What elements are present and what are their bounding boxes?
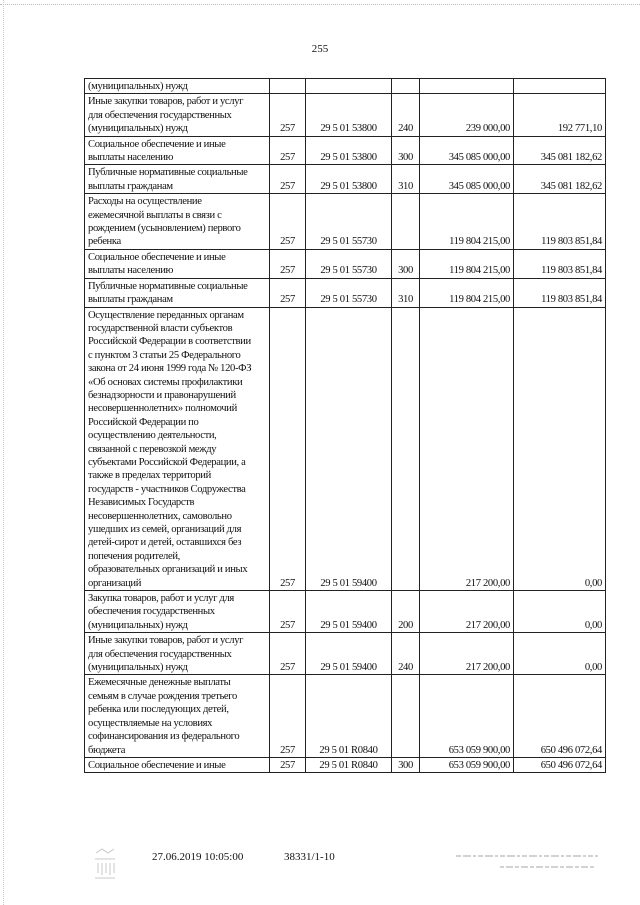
cell-chapter-code [270,307,306,591]
cell-description-text: (муниципальных) нужд [88,81,188,92]
cell-target-article-text: 29 5 01 R0840 [319,759,378,771]
cell-executed-amount [514,591,606,633]
table-row [85,165,606,194]
cell-description-text: Иные закупки товаров, работ и услуг для обеспечения государственных (муниципальных) нужд [88,96,244,135]
cell-chapter-code-text: 257 [280,236,295,248]
cell-executed-amount-text: 192 771,10 [557,123,602,135]
cell-expense-type [392,307,420,591]
cell-target-article-text: 29 5 01 R0840 [319,744,378,756]
cell-planned-amount [420,633,514,675]
cell-planned-amount [420,194,514,250]
cell-description [85,136,270,165]
cell-planned-amount-text: 119 804 215,00 [449,265,510,277]
cell-chapter-code-text: 257 [280,294,295,306]
cell-expense-type [392,94,420,136]
cell-chapter-code-text: 257 [280,744,295,756]
cell-target-article-text: 29 5 01 59400 [320,619,377,631]
cell-chapter-code-text: 257 [280,123,295,135]
cell-executed-amount [514,79,606,94]
cell-expense-type [392,194,420,250]
budget-table-body [85,79,606,773]
cell-chapter-code-text: 257 [280,662,295,674]
cell-planned-amount [420,757,514,772]
cell-expense-type [392,165,420,194]
table-row [85,79,606,94]
footer-document-number: 38331/1-10 [284,851,335,863]
table-row [85,675,606,757]
cell-planned-amount-text: 345 085 000,00 [448,152,510,164]
cell-description [85,194,270,250]
cell-chapter-code-text: 257 [280,759,295,771]
cell-executed-amount-text: 650 496 072,64 [540,744,602,756]
cell-target-article-text: 29 5 01 59400 [320,577,377,589]
cell-expense-type-text: 200 [398,619,413,631]
cell-description [85,79,270,94]
cell-description-text: Публичные нормативные социальные выплаты гражданам [88,280,248,306]
cell-planned-amount-text: 217 200,00 [465,662,510,674]
cell-executed-amount [514,278,606,307]
cell-description-text: Закупка товаров, работ и услуг для обеспечения государственных (муниципальных) нужд [88,593,234,631]
cell-planned-amount [420,79,514,94]
cell-executed-amount [514,165,606,194]
cell-chapter-code [270,94,306,136]
scan-left-rule [3,0,5,905]
cell-executed-amount-text: 345 081 182,62 [540,180,602,192]
cell-target-article-text: 29 5 01 55730 [320,265,377,277]
cell-target-article [306,307,392,591]
cell-executed-amount-text: 119 803 851,84 [541,265,602,277]
cell-expense-type [392,757,420,772]
table-row [85,94,606,136]
scan-header-rule [0,4,640,7]
page-number: 255 [311,43,329,55]
cell-chapter-code [270,79,306,94]
cell-description [85,94,270,136]
cell-description-text: Социальное обеспечение и иные выплаты населению [88,251,226,277]
cell-target-article [306,591,392,633]
cell-target-article [306,136,392,165]
cell-expense-type-text: 310 [398,180,413,192]
cell-executed-amount [514,757,606,772]
table-row [85,757,606,772]
table-row [85,633,606,675]
cell-description [85,757,270,772]
cell-description-text: Расходы на осуществление ежемесячной выплаты в связи с рождением (усыновлением) первого ребенка [88,196,241,248]
cell-executed-amount [514,136,606,165]
cell-target-article [306,633,392,675]
cell-expense-type-text: 240 [398,662,413,674]
cell-target-article-text: 29 5 01 59400 [320,662,377,674]
cell-description [85,165,270,194]
cell-expense-type [392,591,420,633]
cell-planned-amount [420,136,514,165]
cell-executed-amount-text: 119 803 851,84 [541,236,602,248]
electronic-signature-stamp [452,849,602,875]
cell-target-article-text: 29 5 01 55730 [320,294,377,306]
cell-expense-type-text: 300 [398,152,413,164]
cell-target-article [306,165,392,194]
cell-target-article [306,675,392,757]
cell-planned-amount-text: 119 804 215,00 [449,236,510,248]
cell-chapter-code [270,194,306,250]
cell-description [85,249,270,278]
cell-expense-type [392,675,420,757]
cell-description [85,307,270,591]
cell-chapter-code [270,249,306,278]
cell-expense-type [392,79,420,94]
cell-chapter-code [270,675,306,757]
cell-expense-type-text: 310 [398,294,413,306]
cell-target-article [306,278,392,307]
cell-description-text: Иные закупки товаров, работ и услуг для обеспечения государственных (муниципальных) нужд [88,635,244,674]
budget-table [84,78,606,773]
cell-planned-amount-text: 239 000,00 [465,123,510,135]
cell-planned-amount [420,591,514,633]
cell-expense-type [392,633,420,675]
cell-executed-amount [514,675,606,757]
cell-chapter-code-text: 257 [280,577,295,589]
table-row [85,307,606,591]
cell-description [85,591,270,633]
cell-planned-amount [420,675,514,757]
cell-planned-amount [420,307,514,591]
cell-executed-amount [514,307,606,591]
cell-chapter-code-text: 257 [280,180,295,192]
cell-chapter-code [270,278,306,307]
cell-expense-type-text: 300 [398,265,413,277]
cell-description-text: Публичные нормативные социальные выплаты гражданам [88,167,248,192]
cell-expense-type-text: 240 [398,123,413,135]
cell-chapter-code-text: 257 [280,152,295,164]
cell-expense-type-text: 300 [398,759,413,771]
cell-expense-type [392,249,420,278]
cell-description [85,278,270,307]
cell-description-text: Социальное обеспечение и иные [88,759,226,771]
cell-description-text: Социальное обеспечение и иные выплаты населению [88,138,226,164]
cell-target-article [306,757,392,772]
cell-target-article-text: 29 5 01 53800 [320,152,377,164]
cell-expense-type [392,278,420,307]
cell-planned-amount-text: 653 059 900,00 [448,759,510,771]
cell-chapter-code [270,165,306,194]
cell-planned-amount [420,278,514,307]
cell-planned-amount [420,94,514,136]
cell-executed-amount [514,249,606,278]
cell-executed-amount [514,94,606,136]
cell-target-article [306,249,392,278]
cell-planned-amount-text: 217 200,00 [465,619,510,631]
cell-executed-amount [514,194,606,250]
cell-executed-amount [514,633,606,675]
cell-target-article-text: 29 5 01 53800 [320,123,377,135]
cell-planned-amount-text: 345 085 000,00 [448,180,510,192]
footer-datetime: 27.06.2019 10:05:00 [152,851,244,863]
cell-chapter-code-text: 257 [280,265,295,277]
page-footer [0,851,640,891]
cell-executed-amount-text: 0,00 [584,577,602,589]
cell-planned-amount [420,165,514,194]
cell-description-text: Осуществление переданных органам государственной власти субъектов Российской Федерации в соответствии с пунктом 3 статьи 25 Федерального закона от 24 июня 1999 года № 120-ФЗ «Об основах системы профилактики безнадзорности и правонарушений несовершеннолетних» полномочий Российской Федерации по осуществлению деятельности, связанной с перевозкой между субъектами Российской Федерации, а также в пределах территорий государств - участников Содружества Независимых Государств несовершеннолетних, самовольно ушедших из семей, организаций для детей-сирот и детей, оставшихся без попечения родителей, образовательных организаций и иных организаций [88,309,252,589]
cell-chapter-code-text: 257 [280,619,295,631]
table-row [85,136,606,165]
cell-description [85,675,270,757]
cell-chapter-code [270,757,306,772]
cell-planned-amount-text: 119 804 215,00 [449,294,510,306]
cell-description-text: Ежемесячные денежные выплаты семьям в случае рождения третьего ребенка или последующих детей, осуществляемые на условиях софинансирования из федерального бюджета [88,677,240,756]
cell-executed-amount-text: 650 496 072,64 [540,759,602,771]
cell-description [85,633,270,675]
cell-target-article [306,94,392,136]
table-row [85,194,606,250]
table-row [85,278,606,307]
table-row [85,249,606,278]
cell-executed-amount-text: 0,00 [584,619,602,631]
cell-chapter-code [270,136,306,165]
table-row [85,591,606,633]
cell-expense-type [392,136,420,165]
cell-executed-amount-text: 0,00 [584,662,602,674]
cell-executed-amount-text: 119 803 851,84 [541,294,602,306]
barcode-stamp-icon [92,847,118,881]
cell-chapter-code [270,633,306,675]
cell-executed-amount-text: 345 081 182,62 [540,152,602,164]
cell-planned-amount-text: 653 059 900,00 [448,744,510,756]
cell-planned-amount [420,249,514,278]
cell-target-article [306,79,392,94]
cell-chapter-code [270,591,306,633]
cell-target-article-text: 29 5 01 55730 [320,236,377,248]
cell-planned-amount-text: 217 200,00 [465,577,510,589]
cell-target-article [306,194,392,250]
cell-target-article-text: 29 5 01 53800 [320,180,377,192]
